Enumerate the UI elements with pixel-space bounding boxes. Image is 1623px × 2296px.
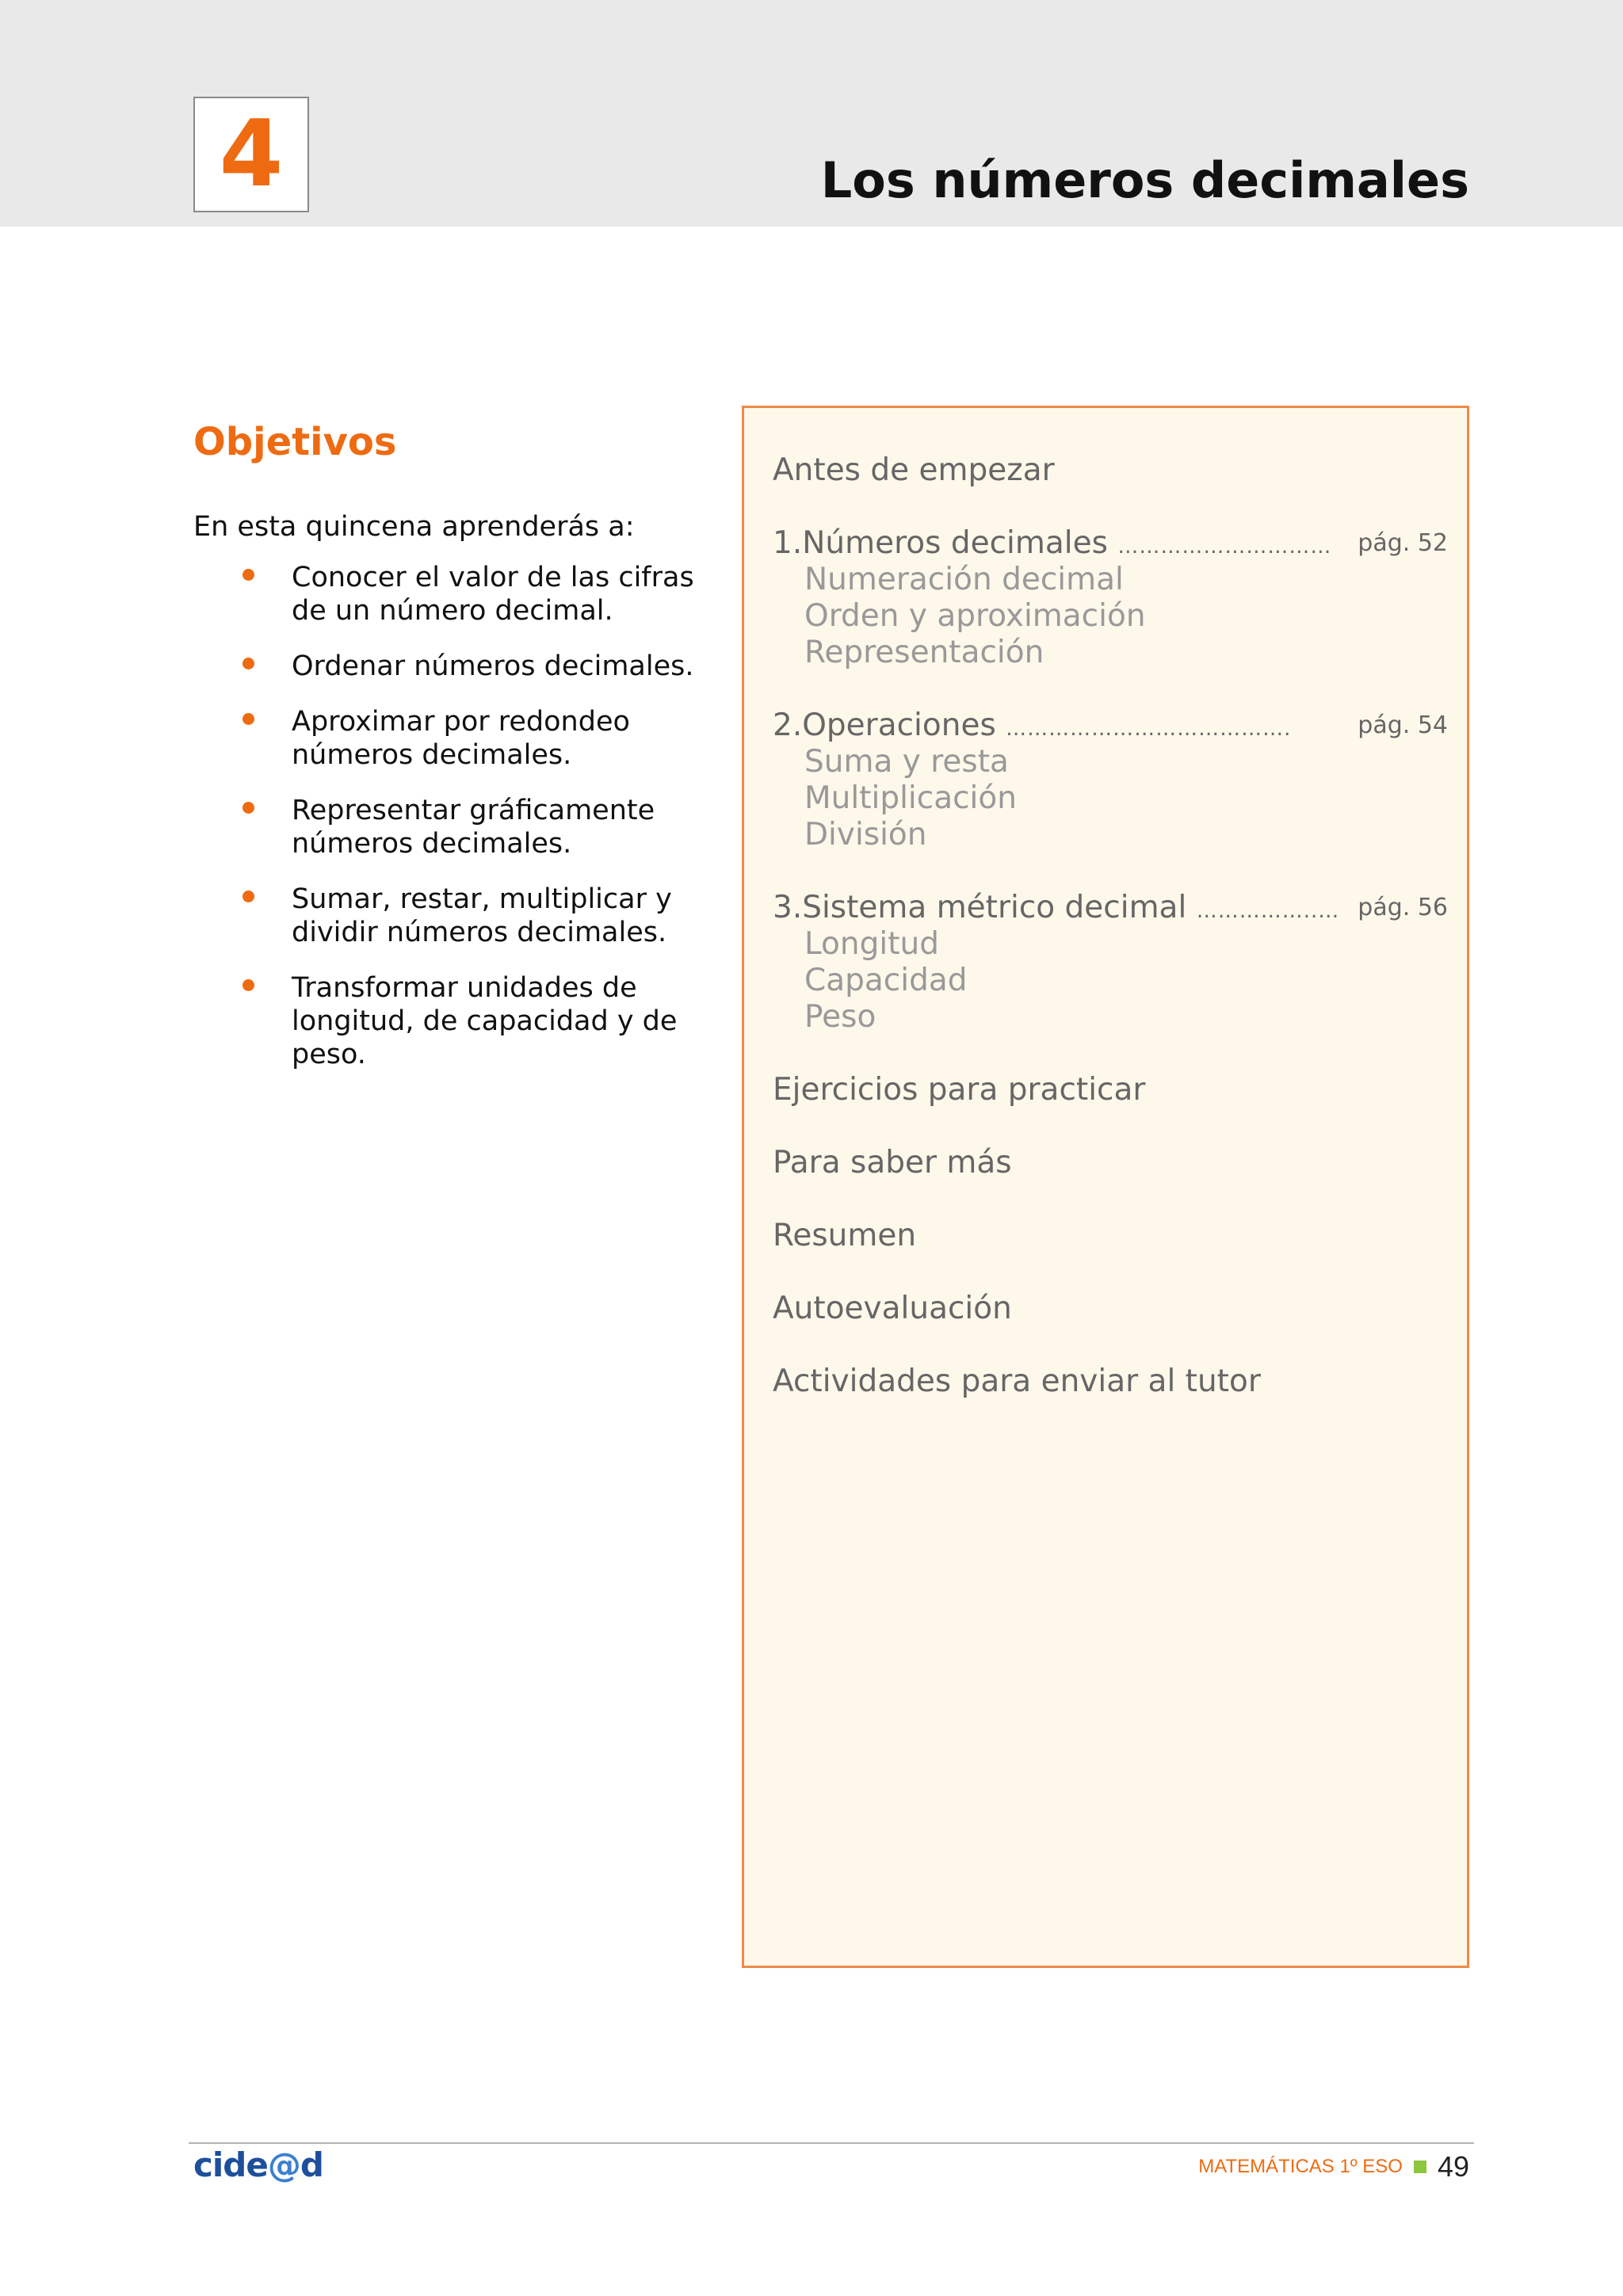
objective-text: Conocer el valor de las cifras de un número decimal. <box>292 561 694 627</box>
table-of-contents <box>742 406 1469 1968</box>
page-number: 49 <box>1437 2150 1469 2183</box>
objective-item <box>193 794 716 860</box>
footer-info <box>1198 2150 1469 2183</box>
toc-subitem[interactable]: Capacidad <box>804 963 968 998</box>
toc-item-antes[interactable]: Antes de empezar <box>773 452 1055 488</box>
objective-text: Aproximar por redondeo números decimales. <box>292 705 630 771</box>
toc-item-autoevaluacion[interactable]: Autoevaluación <box>773 1291 1012 1326</box>
toc-subitem[interactable]: División <box>804 817 927 852</box>
bullet-icon <box>242 569 254 581</box>
toc-item-actividades[interactable]: Actividades para enviar al tutor <box>773 1363 1261 1399</box>
logo-at: @ <box>267 2145 300 2184</box>
objective-item <box>193 561 716 627</box>
bullet-icon <box>242 713 254 725</box>
toc-subitem[interactable]: Peso <box>804 999 876 1035</box>
logo-text: cide <box>193 2145 268 2184</box>
toc-page-ref: pág. 52 <box>1358 529 1448 557</box>
cidead-logo <box>193 2145 323 2184</box>
toc-page-ref: pág. 56 <box>1358 894 1448 921</box>
toc-leader-dots: …………………………………. <box>1006 717 1292 741</box>
objective-item <box>193 705 716 772</box>
toc-section-title: 1.Números decimales <box>773 525 1108 561</box>
objectives-heading: Objetivos <box>193 420 397 464</box>
toc-subitem[interactable]: Suma y resta <box>804 744 1009 780</box>
toc-subitem[interactable]: Representación <box>804 635 1044 670</box>
footer-subject: MATEMÁTICAS 1º ESO <box>1198 2156 1403 2177</box>
bullet-icon <box>242 979 254 991</box>
toc-list <box>773 452 1448 1400</box>
objective-text: Ordenar números decimales. <box>292 650 694 682</box>
objective-item <box>193 650 716 683</box>
objectives-list <box>193 561 716 1071</box>
footer-divider <box>189 2142 1474 2144</box>
toc-section-3[interactable] <box>773 890 1448 926</box>
objective-text: Transformar unidades de longitud, de capacidad y de peso. <box>292 971 678 1070</box>
objective-text: Sumar, restar, multiplicar y dividir números decimales. <box>292 883 672 948</box>
bullet-icon <box>242 658 254 669</box>
objectives-intro: En esta quincena aprenderás a: <box>193 510 635 543</box>
bullet-icon <box>242 802 254 814</box>
logo-text-end: d <box>300 2145 323 2184</box>
toc-item-ejercicios[interactable]: Ejercicios para practicar <box>773 1072 1146 1108</box>
toc-subitem[interactable]: Numeración decimal <box>804 562 1124 597</box>
toc-section-1[interactable] <box>773 525 1448 562</box>
bullet-icon <box>242 891 254 902</box>
chapter-number-box <box>193 97 309 212</box>
toc-section-2[interactable] <box>773 707 1448 744</box>
objective-text: Representar gráficamente números decimales. <box>292 794 655 860</box>
toc-leader-dots: ………………………… <box>1117 535 1332 559</box>
green-square-icon <box>1414 2161 1426 2173</box>
toc-item-resumen[interactable]: Resumen <box>773 1218 917 1253</box>
objectives-panel <box>193 420 716 1093</box>
toc-page-ref: pág. 54 <box>1358 711 1448 739</box>
objective-item <box>193 883 716 949</box>
chapter-number: 4 <box>219 101 284 208</box>
toc-subitem[interactable]: Orden y aproximación <box>804 598 1146 634</box>
toc-leader-dots: ……………..… <box>1196 899 1340 923</box>
page-title: Los números decimales <box>820 151 1469 209</box>
toc-section-title: 3.Sistema métrico decimal <box>773 890 1187 925</box>
toc-subitem[interactable]: Multiplicación <box>804 780 1017 816</box>
toc-item-saber-mas[interactable]: Para saber más <box>773 1145 1012 1180</box>
objective-item <box>193 971 716 1071</box>
toc-subitem[interactable]: Longitud <box>804 926 939 962</box>
toc-section-title: 2.Operaciones <box>773 707 996 743</box>
